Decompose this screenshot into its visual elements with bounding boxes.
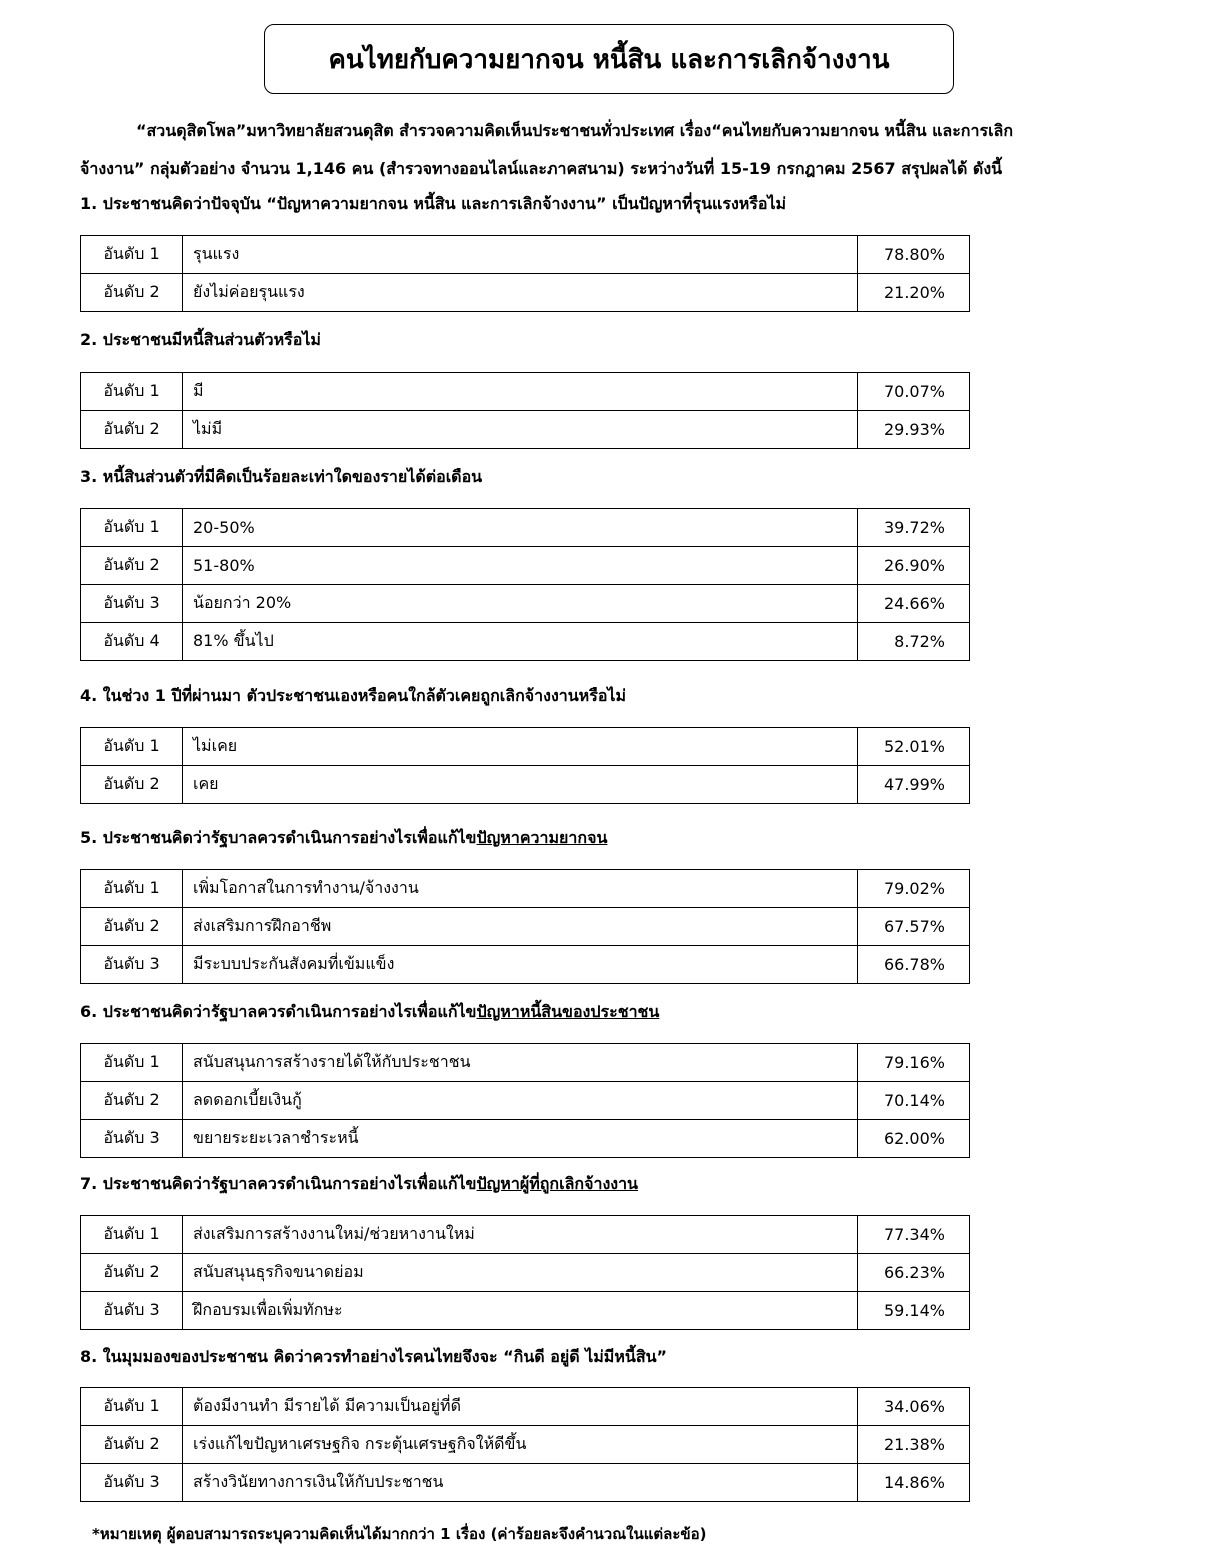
question-6-underlined: ปัญหาหนี้สินของประชาชน — [476, 1002, 660, 1021]
table-row — [81, 728, 970, 766]
answer-cell: ต้องมีงานทำ มีรายได้ มีความเป็นอยู่ที่ดี — [183, 1388, 858, 1426]
table-row — [81, 908, 970, 946]
rank-cell: อันดับ 1 — [81, 373, 183, 411]
rank-cell: อันดับ 3 — [81, 946, 183, 984]
table-row — [81, 1388, 970, 1426]
answer-cell: รุนแรง — [183, 236, 858, 274]
answer-cell: เพิ่มโอกาสในการทำงาน/จ้างงาน — [183, 870, 858, 908]
table-question-7 — [80, 1215, 970, 1330]
rank-cell: อันดับ 2 — [81, 1082, 183, 1120]
question-2: 2. ประชาชนมีหนี้สินส่วนตัวหรือไม่ — [80, 330, 321, 349]
answer-cell: น้อยกว่า 20% — [183, 585, 858, 623]
percent-cell: 52.01% — [858, 728, 970, 766]
question-1: 1. ประชาชนคิดว่าปัจจุบัน “ปัญหาความยากจน หนี้สิน และการเลิกจ้างงาน” เป็นปัญหาที่รุนแรงหรือไม่ — [80, 194, 787, 213]
intro-line-2: จ้างงาน” กลุ่มตัวอย่าง จำนวน 1,146 คน (สำรวจทางออนไลน์และภาคสนาม) ระหว่างวันที่ 15-19 กรกฎาคม 2567 สรุปผลได้ ดังนี้ — [80, 159, 1003, 178]
answer-cell: สนับสนุนธุรกิจขนาดย่อม — [183, 1254, 858, 1292]
answer-cell: 20-50% — [183, 509, 858, 547]
rank-cell: อันดับ 2 — [81, 547, 183, 585]
percent-cell: 70.14% — [858, 1082, 970, 1120]
percent-cell: 34.06% — [858, 1388, 970, 1426]
answer-cell: สร้างวินัยทางการเงินให้กับประชาชน — [183, 1464, 858, 1502]
answer-cell: 51-80% — [183, 547, 858, 585]
percent-cell: 47.99% — [858, 766, 970, 804]
table-row — [81, 373, 970, 411]
answer-cell: ยังไม่ค่อยรุนแรง — [183, 274, 858, 312]
question-7: 7. ประชาชนคิดว่ารัฐบาลควรดำเนินการอย่างไรเพื่อแก้ไขปัญหาผู้ที่ถูกเลิกจ้างงาน — [80, 1174, 638, 1193]
percent-cell: 26.90% — [858, 547, 970, 585]
rank-cell: อันดับ 3 — [81, 585, 183, 623]
table-row — [81, 547, 970, 585]
percent-cell: 78.80% — [858, 236, 970, 274]
table-question-6 — [80, 1043, 970, 1158]
table-question-5 — [80, 869, 970, 984]
percent-cell: 62.00% — [858, 1120, 970, 1158]
question-6: 6. ประชาชนคิดว่ารัฐบาลควรดำเนินการอย่างไรเพื่อแก้ไขปัญหาหนี้สินของประชาชน — [80, 1002, 660, 1021]
percent-cell: 8.72% — [858, 623, 970, 661]
answer-cell: เคย — [183, 766, 858, 804]
rank-cell: อันดับ 2 — [81, 274, 183, 312]
percent-cell: 79.02% — [858, 870, 970, 908]
answer-cell: เร่งแก้ไขปัญหาเศรษฐกิจ กระตุ้นเศรษฐกิจให้ดีขึ้น — [183, 1426, 858, 1464]
question-8: 8. ในมุมมองของประชาชน คิดว่าควรทำอย่างไรคนไทยจึงจะ “กินดี อยู่ดี ไม่มีหนี้สิน” — [80, 1347, 668, 1366]
question-5-underlined: ปัญหาความยากจน — [476, 828, 608, 847]
question-7-underlined: ปัญหาผู้ที่ถูกเลิกจ้างงาน — [476, 1174, 638, 1193]
rank-cell: อันดับ 2 — [81, 1254, 183, 1292]
table-question-1 — [80, 235, 970, 312]
table-row — [81, 1254, 970, 1292]
percent-cell: 66.23% — [858, 1254, 970, 1292]
percent-cell: 21.38% — [858, 1426, 970, 1464]
table-row — [81, 623, 970, 661]
table-question-8 — [80, 1387, 970, 1502]
table-row — [81, 1426, 970, 1464]
table-row — [81, 585, 970, 623]
percent-cell: 39.72% — [858, 509, 970, 547]
rank-cell: อันดับ 2 — [81, 1426, 183, 1464]
rank-cell: อันดับ 4 — [81, 623, 183, 661]
percent-cell: 24.66% — [858, 585, 970, 623]
question-5: 5. ประชาชนคิดว่ารัฐบาลควรดำเนินการอย่างไรเพื่อแก้ไขปัญหาความยากจน — [80, 828, 608, 847]
answer-cell: ส่งเสริมการฝึกอาชีพ — [183, 908, 858, 946]
table-question-3 — [80, 508, 970, 661]
intro-line-1: “สวนดุสิตโพล”มหาวิทยาลัยสวนดุสิต สำรวจความคิดเห็นประชาชนทั่วประเทศ เรื่อง“คนไทยกับความยากจน หนี้สิน และการเลิก — [136, 121, 1014, 140]
answer-cell: ไม่มี — [183, 411, 858, 449]
footnote: *หมายเหตุ ผู้ตอบสามารถระบุความคิดเห็นได้มากกว่า 1 เรื่อง (ค่าร้อยละจึงคำนวณในแต่ละข้อ) — [92, 1525, 707, 1543]
answer-cell: ลดดอกเบี้ยเงินกู้ — [183, 1082, 858, 1120]
table-row — [81, 870, 970, 908]
table-question-4 — [80, 727, 970, 804]
rank-cell: อันดับ 1 — [81, 728, 183, 766]
answer-cell: สนับสนุนการสร้างรายได้ให้กับประชาชน — [183, 1044, 858, 1082]
table-row — [81, 1082, 970, 1120]
answer-cell: ไม่เคย — [183, 728, 858, 766]
answer-cell: มี — [183, 373, 858, 411]
title-box — [264, 24, 954, 94]
rank-cell: อันดับ 1 — [81, 1216, 183, 1254]
question-4: 4. ในช่วง 1 ปีที่ผ่านมา ตัวประชาชนเองหรือคนใกล้ตัวเคยถูกเลิกจ้างงานหรือไม่ — [80, 686, 627, 705]
intro-paragraph — [80, 112, 1170, 188]
rank-cell: อันดับ 3 — [81, 1464, 183, 1502]
percent-cell: 67.57% — [858, 908, 970, 946]
rank-cell: อันดับ 3 — [81, 1292, 183, 1330]
rank-cell: อันดับ 2 — [81, 766, 183, 804]
table-row — [81, 509, 970, 547]
percent-cell: 29.93% — [858, 411, 970, 449]
percent-cell: 77.34% — [858, 1216, 970, 1254]
rank-cell: อันดับ 3 — [81, 1120, 183, 1158]
rank-cell: อันดับ 1 — [81, 870, 183, 908]
rank-cell: อันดับ 2 — [81, 411, 183, 449]
percent-cell: 66.78% — [858, 946, 970, 984]
table-row — [81, 1464, 970, 1502]
table-row — [81, 236, 970, 274]
percent-cell: 79.16% — [858, 1044, 970, 1082]
table-row — [81, 946, 970, 984]
page-title: คนไทยกับความยากจน หนี้สิน และการเลิกจ้างงาน — [328, 44, 890, 75]
rank-cell: อันดับ 1 — [81, 1044, 183, 1082]
table-row — [81, 766, 970, 804]
table-row — [81, 274, 970, 312]
percent-cell: 14.86% — [858, 1464, 970, 1502]
rank-cell: อันดับ 1 — [81, 509, 183, 547]
rank-cell: อันดับ 2 — [81, 908, 183, 946]
answer-cell: มีระบบประกันสังคมที่เข้มแข็ง — [183, 946, 858, 984]
question-3: 3. หนี้สินส่วนตัวที่มีคิดเป็นร้อยละเท่าใดของรายได้ต่อเดือน — [80, 467, 483, 486]
answer-cell: ขยายระยะเวลาชำระหนี้ — [183, 1120, 858, 1158]
answer-cell: ฝึกอบรมเพื่อเพิ่มทักษะ — [183, 1292, 858, 1330]
rank-cell: อันดับ 1 — [81, 236, 183, 274]
answer-cell: 81% ขึ้นไป — [183, 623, 858, 661]
table-row — [81, 411, 970, 449]
percent-cell: 21.20% — [858, 274, 970, 312]
table-row — [81, 1044, 970, 1082]
table-row — [81, 1292, 970, 1330]
percent-cell: 59.14% — [858, 1292, 970, 1330]
answer-cell: ส่งเสริมการสร้างงานใหม่/ช่วยหางานใหม่ — [183, 1216, 858, 1254]
table-row — [81, 1216, 970, 1254]
percent-cell: 70.07% — [858, 373, 970, 411]
rank-cell: อันดับ 1 — [81, 1388, 183, 1426]
table-question-2 — [80, 372, 970, 449]
table-row — [81, 1120, 970, 1158]
